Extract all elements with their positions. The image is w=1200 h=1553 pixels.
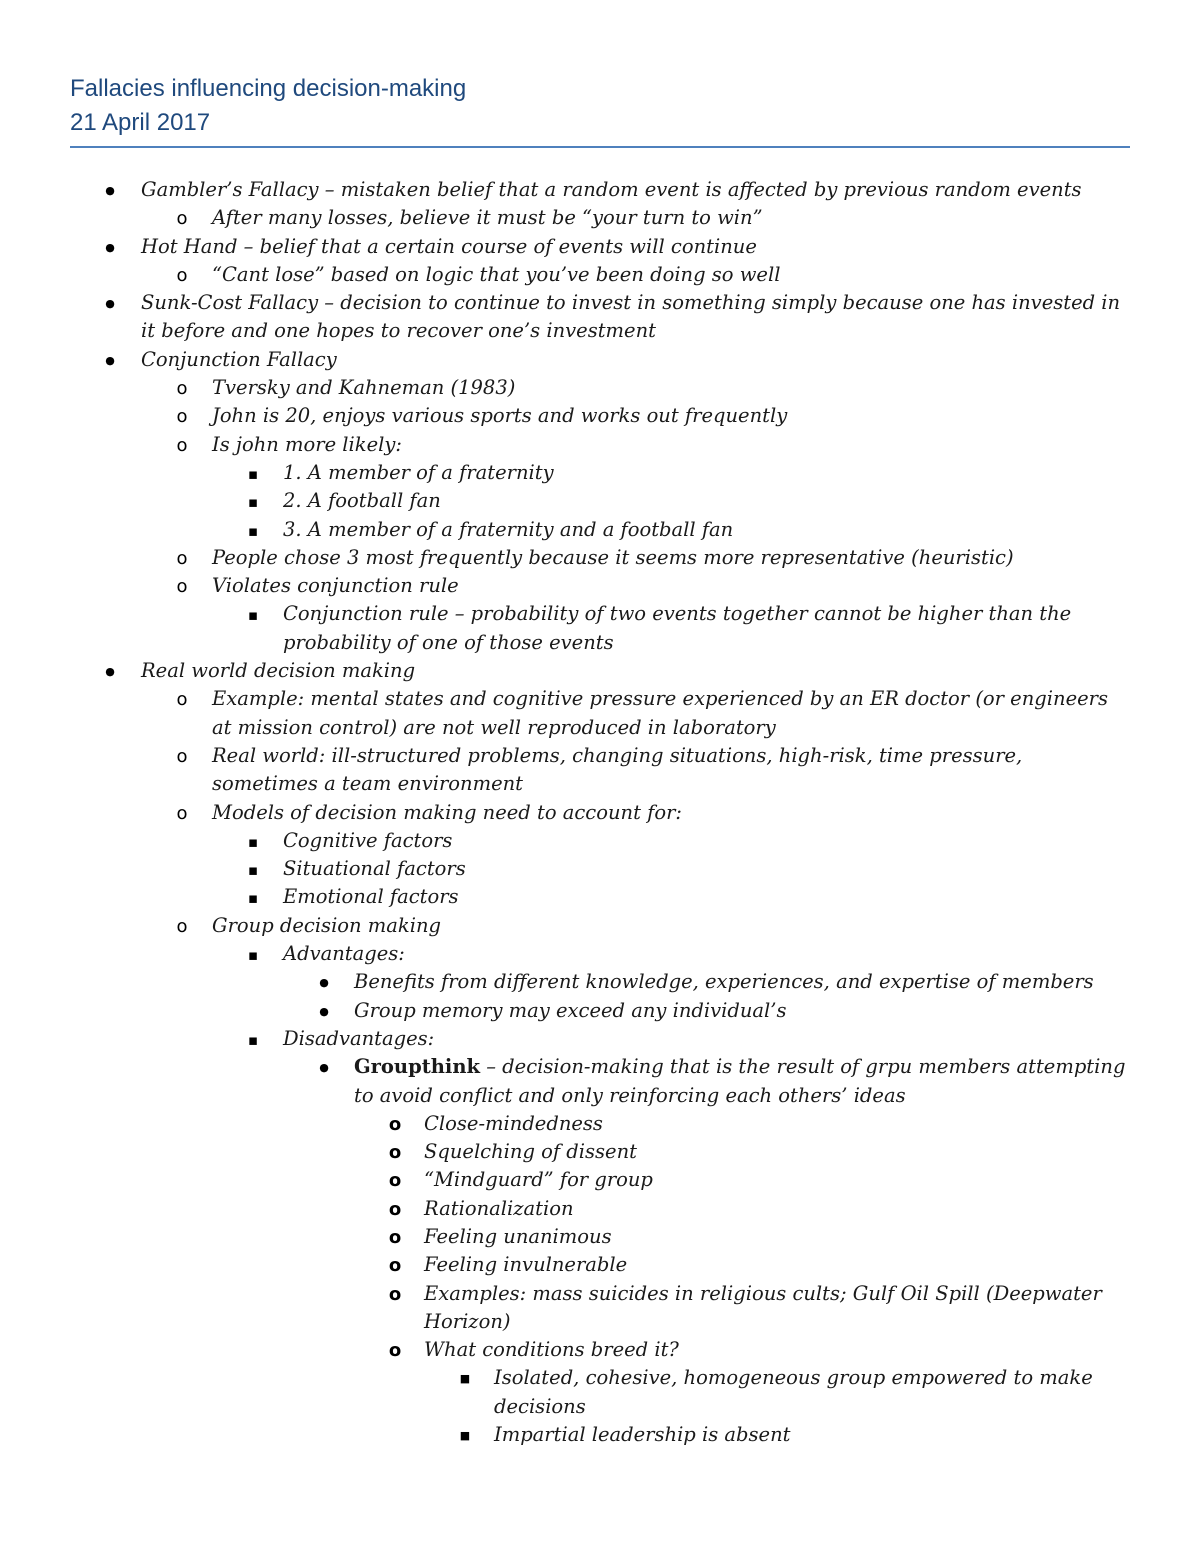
item-text: 3. A member of a fraternity and a football fan — [283, 517, 734, 541]
item-text: Impartial leadership is absent — [494, 1423, 791, 1447]
item-text: Real world decision making — [141, 659, 416, 683]
list-item — [0, 685, 1128, 742]
item-text: Feeling invulnerable — [424, 1253, 628, 1277]
item-text: Cognitive factors — [283, 828, 453, 852]
item-text: Close-mindedness — [424, 1111, 603, 1135]
list-item — [0, 1421, 1128, 1449]
bullet-icon — [172, 685, 192, 714]
bullet-icon — [385, 1251, 405, 1280]
list-item — [0, 912, 1128, 940]
item-content — [354, 1053, 1128, 1110]
item-text: Violates conjunction rule — [212, 574, 459, 598]
bullet-icon — [243, 883, 263, 912]
list-item — [0, 1195, 1128, 1223]
item-text: After many losses, believe it must be “your turn to win” — [212, 206, 763, 230]
bullet-icon — [172, 431, 192, 460]
list-item — [0, 968, 1128, 996]
notes-list — [0, 176, 1200, 1449]
item-text: People chose 3 most frequently because it seems more representative (heuristic) — [212, 545, 1014, 569]
bullet-icon — [243, 459, 263, 488]
list-item — [0, 289, 1128, 346]
item-text: Group decision making — [212, 913, 442, 937]
list-item — [0, 1053, 1128, 1110]
list-item — [0, 1223, 1128, 1251]
item-text: Conjunction rule – probability of two events together cannot be higher than the probability of one of those events — [283, 602, 1072, 654]
bullet-icon — [243, 940, 263, 969]
item-text: Sunk-Cost Fallacy – decision to continue to invest in something simply because one has invested in it before and one hopes to recover one’s investment — [141, 291, 1121, 343]
bullet-icon — [100, 289, 120, 320]
bullet-icon — [243, 1025, 263, 1054]
bullet-icon — [172, 572, 192, 601]
list-item — [0, 827, 1128, 855]
bullet-icon — [455, 1364, 475, 1395]
bullet-icon — [100, 176, 120, 207]
bullet-icon — [243, 600, 263, 629]
list-item — [0, 431, 1128, 459]
list-item — [0, 1025, 1128, 1053]
list-item — [0, 459, 1128, 487]
list-item — [0, 516, 1128, 544]
bullet-icon — [172, 261, 192, 290]
item-text: Gambler’s Fallacy – mistaken belief that a random event is affected by previous random events — [141, 178, 1082, 201]
bullet-icon — [385, 1336, 405, 1365]
document-title: Fallacies influencing decision-making — [70, 75, 467, 102]
item-text: Examples: mass suicides in religious cults; Gulf Oil Spill (Deepwater Horizon) — [424, 1281, 1102, 1333]
item-text: Example: mental states and cognitive pressure experienced by an ER doctor (or engineers at mission control) are not well reproduced in laboratory — [212, 687, 1108, 739]
item-text: Rationalization — [424, 1196, 574, 1220]
header-divider — [70, 146, 1130, 148]
list-item — [0, 544, 1128, 572]
item-text: Disadvantages: — [283, 1026, 435, 1050]
bullet-icon — [314, 997, 334, 1028]
bullet-icon — [385, 1195, 405, 1224]
bullet-icon — [455, 1421, 475, 1452]
item-text: Tversky and Kahneman (1983) — [212, 376, 516, 400]
item-text: “Mindguard” for group — [424, 1168, 653, 1192]
item-text: 2. A football fan — [283, 489, 441, 513]
list-item — [0, 940, 1128, 968]
bullet-icon — [385, 1280, 405, 1309]
list-item — [0, 600, 1128, 657]
list-item — [0, 176, 1128, 204]
item-text: Isolated, cohesive, homogeneous group empowered to make decisions — [494, 1366, 1093, 1418]
list-item — [0, 742, 1128, 799]
item-text: Conjunction Fallacy — [141, 347, 337, 371]
list-item — [0, 1138, 1128, 1166]
item-text: Models of decision making need to account for: — [212, 800, 682, 824]
list-item — [0, 1280, 1128, 1337]
item-text: Squelching of dissent — [424, 1140, 637, 1164]
bullet-icon — [100, 233, 120, 264]
bullet-icon — [385, 1223, 405, 1252]
bullet-icon — [172, 204, 192, 233]
item-text: – decision-making that is the result of grpu members attempting to avoid conflict and only reinforcing each others’ ideas — [354, 1055, 1126, 1107]
list-item — [0, 346, 1128, 374]
item-text: Advantages: — [283, 942, 405, 966]
item-text: Feeling unanimous — [424, 1224, 612, 1248]
bullet-icon — [385, 1138, 405, 1167]
list-item — [0, 402, 1128, 430]
item-text: What conditions breed it? — [424, 1338, 679, 1362]
bullet-icon — [172, 742, 192, 771]
list-item — [0, 204, 1128, 232]
bullet-icon — [243, 827, 263, 856]
bullet-icon — [172, 912, 192, 941]
list-item — [0, 233, 1128, 261]
bullet-icon — [243, 516, 263, 545]
term-label: Groupthink — [354, 1055, 481, 1079]
list-item — [0, 1166, 1128, 1194]
document-date: 21 April 2017 — [70, 109, 211, 136]
list-item — [0, 487, 1128, 515]
item-text: John is 20, enjoys various sports and works out frequently — [212, 404, 788, 428]
bullet-icon — [385, 1110, 405, 1139]
item-text: Hot Hand – belief that a certain course of events will continue — [141, 234, 757, 258]
item-text: Benefits from different knowledge, experiences, and expertise of members — [354, 970, 1094, 994]
item-text: “Cant lose” based on logic that you’ve been doing so well — [212, 262, 781, 286]
item-text: Is john more likely: — [212, 432, 402, 456]
list-item — [0, 374, 1128, 402]
list-item — [0, 855, 1128, 883]
item-text: Group memory may exceed any individual’s — [354, 998, 787, 1022]
bullet-icon — [172, 374, 192, 403]
item-text: Emotional factors — [283, 885, 459, 909]
bullet-icon — [385, 1166, 405, 1195]
bullet-icon — [243, 487, 263, 516]
bullet-icon — [314, 968, 334, 999]
bullet-icon — [172, 544, 192, 573]
list-item — [0, 1110, 1128, 1138]
bullet-icon — [314, 1053, 334, 1084]
item-text: Real world: ill-structured problems, changing situations, high-risk, time pressure, sometimes a team environment — [212, 743, 1023, 796]
bullet-icon — [172, 799, 192, 828]
list-item — [0, 1251, 1128, 1279]
list-item — [0, 261, 1128, 289]
list-item — [0, 997, 1128, 1025]
list-item — [0, 883, 1128, 911]
list-item — [0, 1364, 1128, 1421]
document-header — [70, 72, 1130, 140]
list-item — [0, 1336, 1128, 1364]
bullet-icon — [100, 657, 120, 688]
item-text: Situational factors — [283, 857, 466, 881]
bullet-icon — [243, 855, 263, 884]
bullet-icon — [172, 402, 192, 431]
list-item — [0, 657, 1128, 685]
bullet-icon — [100, 346, 120, 377]
list-item — [0, 799, 1128, 827]
item-text: 1. A member of a fraternity — [283, 460, 554, 484]
list-item — [0, 572, 1128, 600]
